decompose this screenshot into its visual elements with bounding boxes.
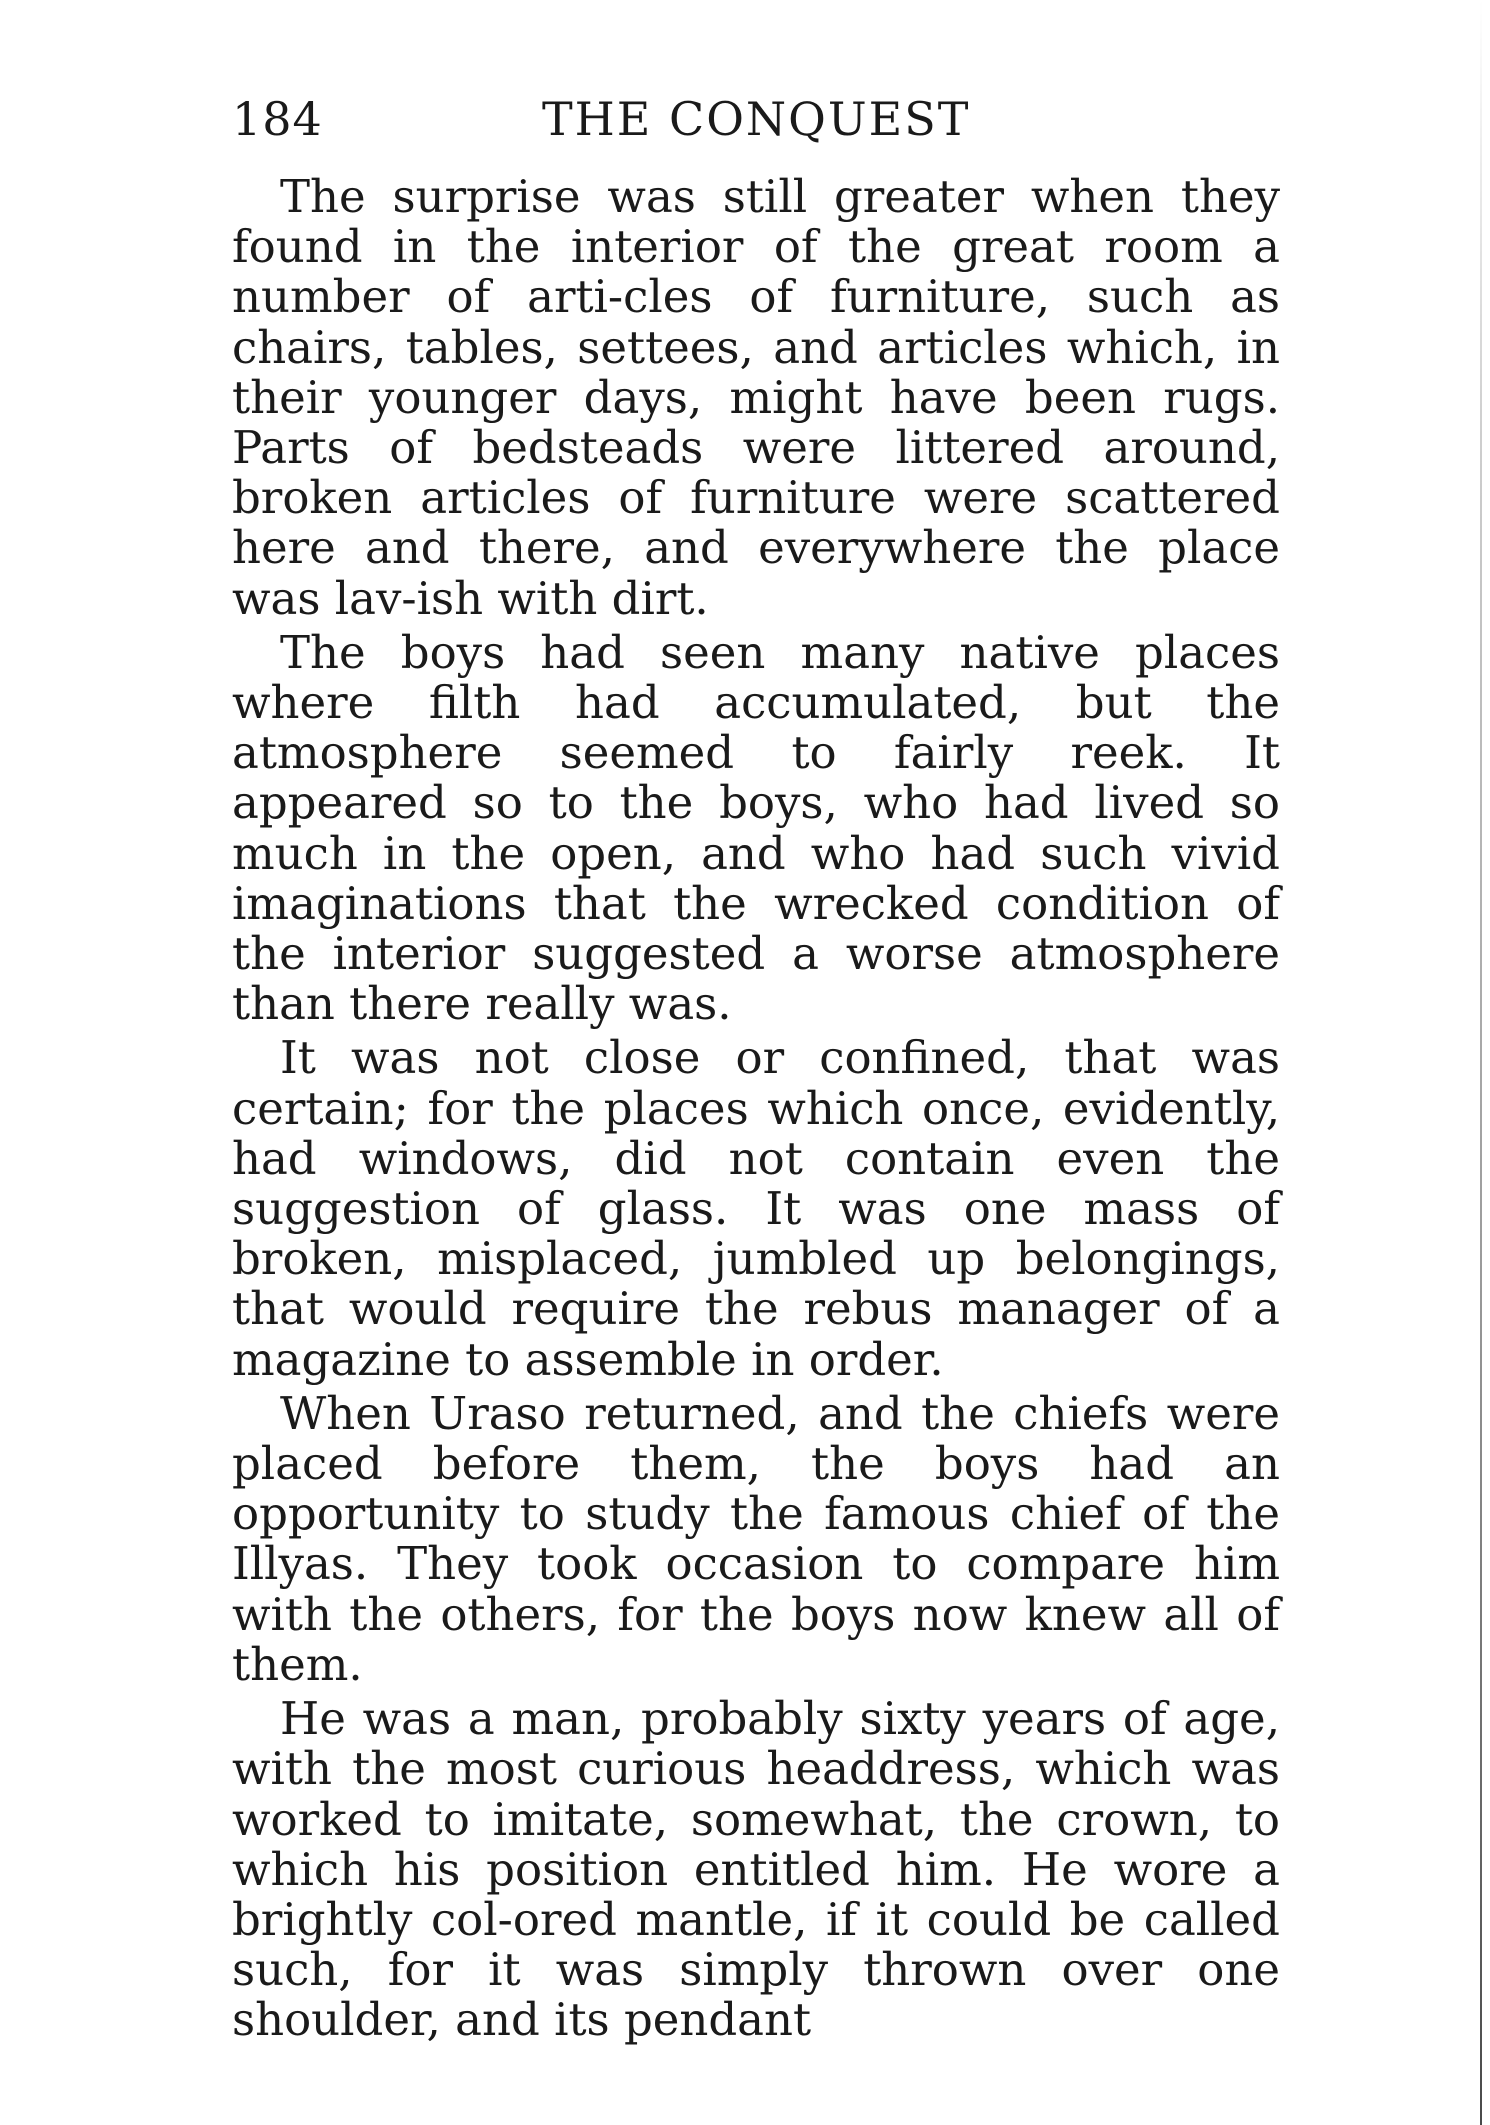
body-text (232, 172, 1280, 2046)
paragraph: When Uraso returned, and the chiefs were placed before them, the boys had an opportunity to study the famous chief of the Illyas. They took occasion to compare him with the others, for the boys now knew all of them. (232, 1386, 1280, 1691)
page-number: 184 (232, 92, 323, 146)
paragraph: He was a man, probably sixty years of age, with the most curious headdress, which was worked to imitate, somewhat, the crown, to which his position entitled him. He wore a brightly col-ored mantle, if it could be called such, for it was simply thrown over one shoulder, and its pendant (232, 1692, 1280, 2047)
page-header (232, 92, 1282, 152)
paragraph: The surprise was still greater when they found in the interior of the great room a number of arti-cles of furniture, such as chairs, tables, settees, and articles which, in their younger days, might have been rugs. Parts of bedsteads were littered around, broken articles of furniture were scattered here and there, and everywhere the place was lav-ish with dirt. (232, 170, 1280, 625)
paragraph: The boys had seen many native places where filth had accumulated, but the atmosphere seemed to fairly reek. It appeared so to the boys, who had lived so much in the open, and who had such vivid imaginations that the wrecked condition of the interior suggested a worse atmosphere than there really was. (232, 625, 1280, 1031)
page-binding-edge (1480, 0, 1482, 2125)
paragraph: It was not close or confined, that was certain; for the places which once, evidently, had windows, did not contain even the suggestion of glass. It was one mass of broken, misplaced, jumbled up belongings, that would require the rebus manager of a magazine to assemble in order. (232, 1031, 1280, 1386)
running-title: THE CONQUEST (542, 92, 971, 146)
